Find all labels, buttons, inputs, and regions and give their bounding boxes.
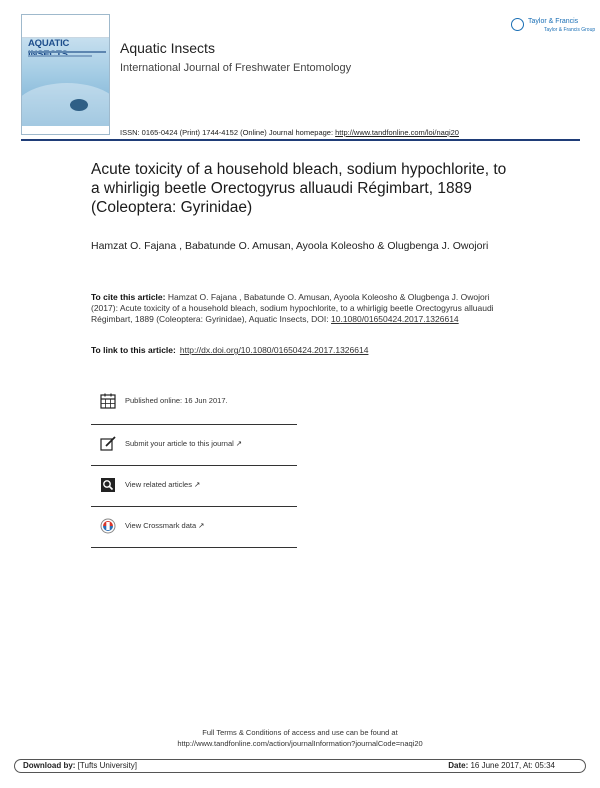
citation-label: To cite this article: bbox=[91, 292, 166, 302]
citation-text: Hamzat O. Fajana , Babatunde O. Amusan, Ayoola Koleosho & Olugbenga J. Owojori (2017): Acute toxicity of a household bleach, sodium hypochlorite, to a whirligig beetle Orectogyrus alluaudi Régimbart, 1889 (Coleoptera: Gyrinidae), Aquatic Insects, DOI: bbox=[91, 292, 494, 324]
download-date-label: Date: bbox=[448, 761, 469, 770]
header-divider bbox=[21, 139, 580, 141]
issn-line bbox=[120, 128, 459, 137]
related-articles-link[interactable] bbox=[91, 466, 297, 504]
download-date bbox=[448, 760, 555, 772]
calendar-icon bbox=[100, 393, 116, 409]
journal-cover-image bbox=[21, 14, 110, 135]
article-link-line bbox=[91, 345, 368, 355]
submit-article-link[interactable] bbox=[91, 425, 297, 463]
publisher-logo-icon bbox=[511, 18, 524, 31]
journal-name: Aquatic Insects bbox=[120, 40, 215, 56]
citation-doi-link[interactable]: 10.1080/01650424.2017.1326614 bbox=[331, 314, 459, 324]
terms-url[interactable]: http://www.tandfonline.com/action/journalInformation?journalCode=naqi20 bbox=[177, 739, 423, 748]
related-articles-icon bbox=[100, 477, 116, 493]
published-online-row bbox=[91, 382, 297, 420]
submit-article-text: Submit your article to this journal bbox=[125, 439, 234, 448]
article-doi-url[interactable]: http://dx.doi.org/10.1080/01650424.2017.1326614 bbox=[179, 345, 369, 355]
article-authors: Hamzat O. Fajana , Babatunde O. Amusan, Ayoola Koleosho & Olugbenga J. Owojori bbox=[91, 240, 489, 252]
external-link-icon: ↗ bbox=[235, 439, 243, 448]
journal-homepage-link[interactable]: http://www.tandfonline.com/loi/naqi20 bbox=[335, 128, 459, 137]
terms-footer bbox=[0, 727, 600, 749]
panel-divider bbox=[91, 547, 297, 548]
issn-text: ISSN: 0165-0424 (Print) 1744-4152 (Online) Journal homepage: bbox=[120, 128, 336, 137]
related-articles-text: View related articles bbox=[125, 480, 192, 489]
downloaded-by-label: Download by: bbox=[23, 761, 76, 770]
submit-article-label bbox=[125, 439, 242, 448]
related-articles-label bbox=[125, 480, 200, 489]
published-online-text: Published online: 16 Jun 2017. bbox=[125, 396, 228, 405]
external-link-icon: ↗ bbox=[198, 521, 205, 530]
crossmark-text: View Crossmark data bbox=[125, 521, 197, 530]
article-title: Acute toxicity of a household bleach, sodium hypochlorite, to a whirligig beetle Orectogyrus alluaudi Régimbart, 1889 (Coleoptera: Gyrinidae) bbox=[91, 161, 507, 216]
crossmark-label bbox=[125, 521, 205, 530]
article-link-label: To link to this article: bbox=[91, 345, 176, 355]
publisher-logo-name: Taylor & Francis bbox=[528, 18, 579, 25]
download-date-value: 16 June 2017, At: 05:34 bbox=[468, 761, 555, 770]
terms-line: Full Terms & Conditions of access and use can be found at bbox=[202, 728, 398, 737]
external-link-icon: ↗ bbox=[194, 480, 201, 489]
publisher-logo bbox=[511, 18, 596, 33]
edit-icon bbox=[100, 436, 116, 452]
publisher-logo-group: Taylor & Francis Group bbox=[544, 27, 596, 33]
downloaded-by bbox=[23, 760, 137, 772]
downloaded-by-value: [Tufts University] bbox=[75, 761, 137, 770]
cover-title: AQUATIC bbox=[28, 38, 70, 49]
crossmark-link[interactable] bbox=[91, 507, 297, 545]
crossmark-icon bbox=[100, 518, 116, 534]
download-info-bar bbox=[14, 759, 586, 773]
citation-block bbox=[91, 292, 506, 325]
journal-subtitle: International Journal of Freshwater Entomology bbox=[120, 62, 352, 74]
